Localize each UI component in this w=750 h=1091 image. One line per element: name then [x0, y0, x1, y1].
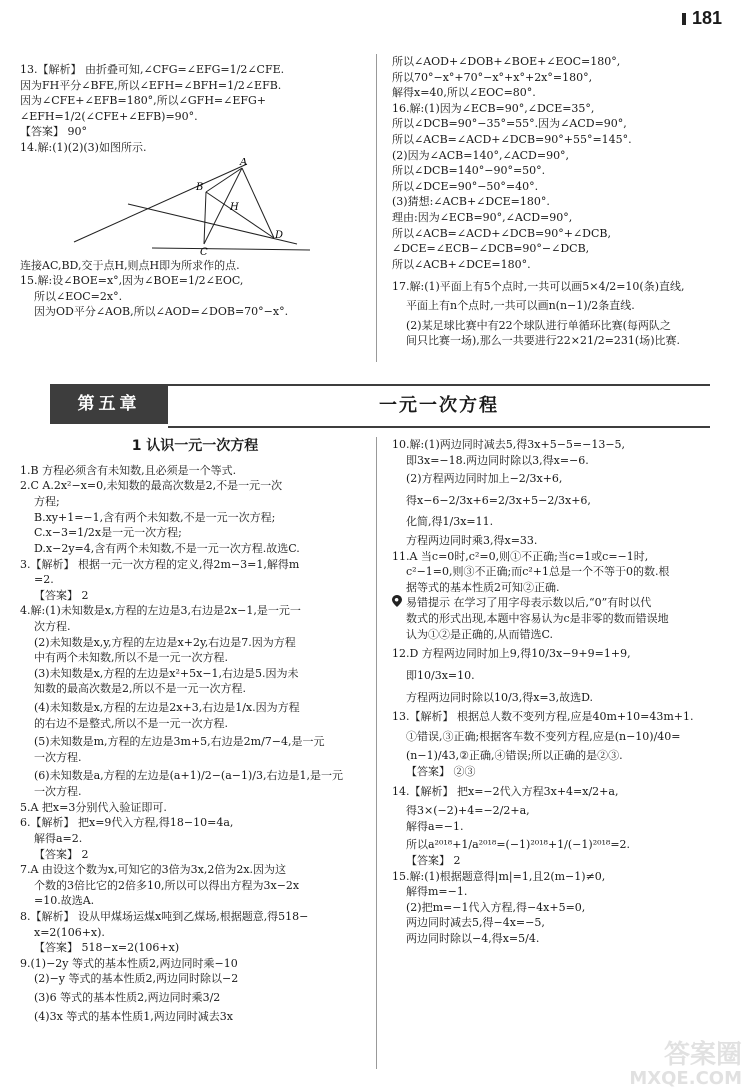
line: (2)因为∠ACB=140°,∠ACD=90°, — [392, 148, 570, 162]
line: 化简,得1/3x=11. — [406, 515, 494, 529]
line: 6.【解析】 把x=9代入方程,得18−10=4a, — [20, 816, 234, 830]
column-divider-top — [376, 54, 377, 362]
page-number-bar — [682, 13, 686, 25]
line: 2.C A.2x²−x=0,未知数的最高次数是2,不是一元一次 — [20, 479, 283, 493]
chapter-label: 第五章 — [50, 384, 168, 424]
line: =2. — [34, 573, 54, 587]
line: 中有两个未知数,所以不是一元一次方程. — [34, 651, 228, 665]
line: 数式的形式出现,本题中容易认为c是非零的数而错误地 — [406, 612, 669, 626]
line: 解得x=40,所以∠EOC=80°. — [392, 86, 536, 100]
watermark-logo — [629, 1041, 742, 1089]
line: 理由:因为∠ECB=90°,∠ACD=90°, — [392, 211, 573, 225]
line: 所以∠DCB=90°−35°=55°.因为∠ACD=90°, — [392, 117, 627, 131]
label-a: A — [240, 157, 248, 168]
line: 所以∠ACB+∠DCE=180°. — [392, 257, 531, 271]
line: (4)3x 等式的基本性质1,两边同时减去3x — [34, 1009, 233, 1023]
line: 一次方程. — [34, 750, 82, 764]
line: 即10/3x=10. — [406, 668, 475, 682]
line: 3.【解析】 根据一元一次方程的定义,得2m−3=1,解得m — [20, 557, 300, 571]
line: 1.B 方程必须含有未知数,且必须是一个等式. — [20, 463, 237, 477]
bottom-right-column — [392, 437, 737, 1067]
line: 一次方程. — [34, 785, 82, 799]
line: 8.【解析】 设从甲煤场运煤x吨到乙煤场,根据题意,得518− — [20, 909, 309, 923]
line: 11.A 当c=0时,c²=0,则①不正确;当c=1或c=−1时, — [392, 549, 649, 563]
answer-line: 【答案】 ②③ — [406, 764, 476, 778]
answer-line: 【答案】 2 — [34, 847, 89, 861]
line: 所以∠EOC=2x°. — [34, 289, 123, 303]
line: c²−1=0,则③不正确;而c²+1总是一个不等于0的数.根 — [406, 565, 670, 579]
line: 方程两边同时除以10/3,得x=3,故选D. — [406, 690, 594, 704]
line: ①错误,③正确;根据客车数不变列方程,应是(n−10)/40= — [406, 729, 681, 743]
line: 个数的3倍比它的2倍多10,所以可以得出方程为3x−2x — [34, 878, 300, 892]
label-b: B — [196, 181, 204, 193]
label-d: D — [275, 229, 284, 241]
line: (3)猜想:∠ACB+∠DCE=180°. — [392, 195, 550, 209]
line: 因为OD平分∠AOB,所以∠AOD=∠DOB=70°−x°. — [34, 305, 289, 319]
line: 9.(1)−2y 等式的基本性质2,两边同时乘−10 — [20, 956, 238, 970]
line: 5.A 把x=3分别代入验证即可. — [20, 800, 167, 814]
line: 连接AC,BD,交于点H,则点H即为所求作的点. — [20, 258, 240, 272]
page-number: 181 — [682, 6, 722, 32]
line: 13.【解析】 根据总人数不变列方程,应是40m+10=43m+1. — [392, 710, 694, 724]
line: 两边同时除以−4,得x=5/4. — [406, 932, 540, 946]
line: 间只比赛一场),那么一共要进行22×21/2=231(场)比赛. — [406, 334, 680, 348]
line: 13.【解析】 由折叠可知,∠CFG=∠EFG=1/2∠CFE. — [20, 63, 285, 76]
line: 知数的最高次数是2,所以不是一元一次方程. — [34, 682, 246, 696]
line: 解得a=−1. — [406, 819, 464, 833]
line: B.xy+1=−1,含有两个未知数,不是一元一次方程; — [34, 510, 276, 524]
line: (2)未知数是x,y,方程的左边是x+2y,右边是7.因为方程 — [34, 635, 296, 649]
line: 方程; — [34, 495, 60, 509]
line: (5)未知数是m,方程的左边是3m+5,右边是2m/7−4,是一元 — [34, 735, 325, 749]
baseline — [152, 248, 310, 250]
tip-line: 易错提示 在学习了用字母表示数以后,“0”有时以代 — [406, 596, 652, 610]
line: 所以∠AOD+∠DOB+∠BOE+∠EOC=180°, — [392, 55, 621, 68]
ray-line — [128, 201, 297, 244]
ray-line — [74, 164, 247, 242]
line: 所以∠DCE=90°−50°=40°. — [392, 179, 539, 193]
label-c: C — [200, 246, 208, 256]
line: 两边同时减去5,得−4x=−5, — [406, 916, 545, 930]
line: 14.解:(1)(2)(3)如图所示. — [20, 141, 147, 155]
line: 17.解:(1)平面上有5个点时,一共可以画5×4/2=10(条)直线, — [392, 279, 685, 293]
line: C.x−3=1/2x是一元一次方程; — [34, 526, 182, 540]
bottom-left-column — [20, 437, 370, 1067]
chapter-title: 一元一次方程 — [168, 384, 710, 428]
line: 得x−6−2/3x+6=2/3x+5−2/3x+6, — [406, 493, 591, 507]
answer-line: 【答案】 2 — [34, 588, 89, 602]
line: 即3x=−18.两边同时除以3,得x=−6. — [406, 453, 589, 467]
line: 因为FH平分∠BFE,所以∠EFH=∠BFH=1/2∠EFB. — [20, 78, 282, 92]
segment-bc — [204, 192, 206, 244]
label-h: H — [230, 201, 239, 213]
line: 16.解:(1)因为∠ECB=90°,∠DCE=35°, — [392, 101, 595, 115]
line: (n−1)/43,②正确,④错误;所以正确的是②③. — [406, 749, 623, 763]
answer-line: 【答案】 518−x=2(106+x) — [34, 941, 180, 955]
line: 所以∠DCB=140°−90°=50°. — [392, 164, 546, 178]
chapter-banner — [50, 384, 710, 424]
line: 认为①②是正确的,从而错选C. — [406, 627, 554, 641]
line: 所以70°−x°+70°−x°+x°+2x°=180°, — [392, 70, 593, 84]
line: ∠DCE=∠ECB−∠DCB=90°−∠DCB, — [392, 242, 590, 256]
line: (4)未知数是x,方程的左边是2x+3,右边是1/x.因为方程 — [34, 701, 300, 715]
error-tip — [392, 595, 737, 611]
line: 10.解:(1)两边同时减去5,得3x+5−5=−13−5, — [392, 438, 626, 451]
top-left-column — [20, 62, 365, 362]
line: 解得m=−1. — [406, 885, 468, 899]
line: 因为∠CFE+∠EFB=180°,所以∠GFH=∠EFG+ — [20, 94, 267, 108]
line: (2)方程两边同时加上−2/3x+6, — [406, 472, 563, 486]
line: 15.解:(1)根据题意得|m|=1,且2(m−1)≠0, — [392, 869, 606, 883]
line: 所以a²⁰¹⁸+1/a²⁰¹⁸=(−1)²⁰¹⁸+1/(−1)²⁰¹⁸=2. — [406, 838, 631, 852]
line: (2)−y 等式的基本性质2,两边同时除以−2 — [34, 972, 239, 986]
geometry-diagram — [72, 158, 322, 256]
line: 得3×(−2)+4=−2/2+a, — [406, 804, 530, 818]
line: 的右边不是整式,所以不是一元一次方程. — [34, 716, 228, 730]
line: 方程两边同时乘3,得x=33. — [406, 534, 538, 548]
line: (2)某足球比赛中有22个球队进行单循环比赛(每两队之 — [406, 318, 671, 332]
location-pin-icon — [392, 595, 402, 607]
answer-line: 【答案】 2 — [406, 854, 461, 868]
line: ∠EFH=1/2(∠CFE+∠EFB)=90°. — [20, 109, 198, 123]
column-divider-bottom — [376, 437, 377, 1069]
line: 12.D 方程两边同时加上9,得10/3x−9+9=1+9, — [392, 647, 631, 661]
line: D.x−2y=4,含有两个未知数,不是一元一次方程.故选C. — [34, 541, 300, 555]
line: 7.A 由设这个数为x,可知它的3倍为3x,2倍为2x.因为这 — [20, 863, 287, 877]
line: (2)把m=−1代入方程,得−4x+5=0, — [406, 900, 586, 914]
watermark-text: 答案圈 — [663, 1039, 742, 1070]
line: =10.故选A. — [34, 894, 95, 908]
answer-line: 【答案】 90° — [20, 125, 87, 139]
line: 解得a=2. — [34, 831, 83, 845]
top-right-column — [392, 54, 737, 359]
section-title: 1 认识一元一次方程 — [131, 438, 259, 454]
line: 据等式的基本性质2可知②正确. — [406, 580, 560, 594]
line: (6)未知数是a,方程的左边是(a+1)/2−(a−1)/3,右边是1,是一元 — [34, 769, 343, 783]
line: 14.【解析】 把x=−2代入方程3x+4=x/2+a, — [392, 784, 619, 798]
line: 平面上有n个点时,一共可以画n(n−1)/2条直线. — [406, 299, 635, 313]
line: x=2(106+x). — [34, 925, 105, 939]
line: 次方程. — [34, 619, 71, 633]
watermark-url: MXQE.COM — [629, 1068, 742, 1090]
line: (3)未知数是x,方程的左边是x²+5x−1,右边是5.因为未 — [34, 666, 299, 680]
line: 所以∠ACB=∠ACD+∠DCB=90°+55°=145°. — [392, 133, 632, 147]
line: 4.解:(1)未知数是x,方程的左边是3,右边是2x−1,是一元一 — [20, 604, 301, 618]
line: 15.解:设∠BOE=x°,因为∠BOE=1/2∠EOC, — [20, 274, 244, 288]
line: (3)6 等式的基本性质2,两边同时乘3/2 — [34, 990, 221, 1004]
line: 所以∠ACB=∠ACD+∠DCB=90°+∠DCB, — [392, 226, 611, 240]
